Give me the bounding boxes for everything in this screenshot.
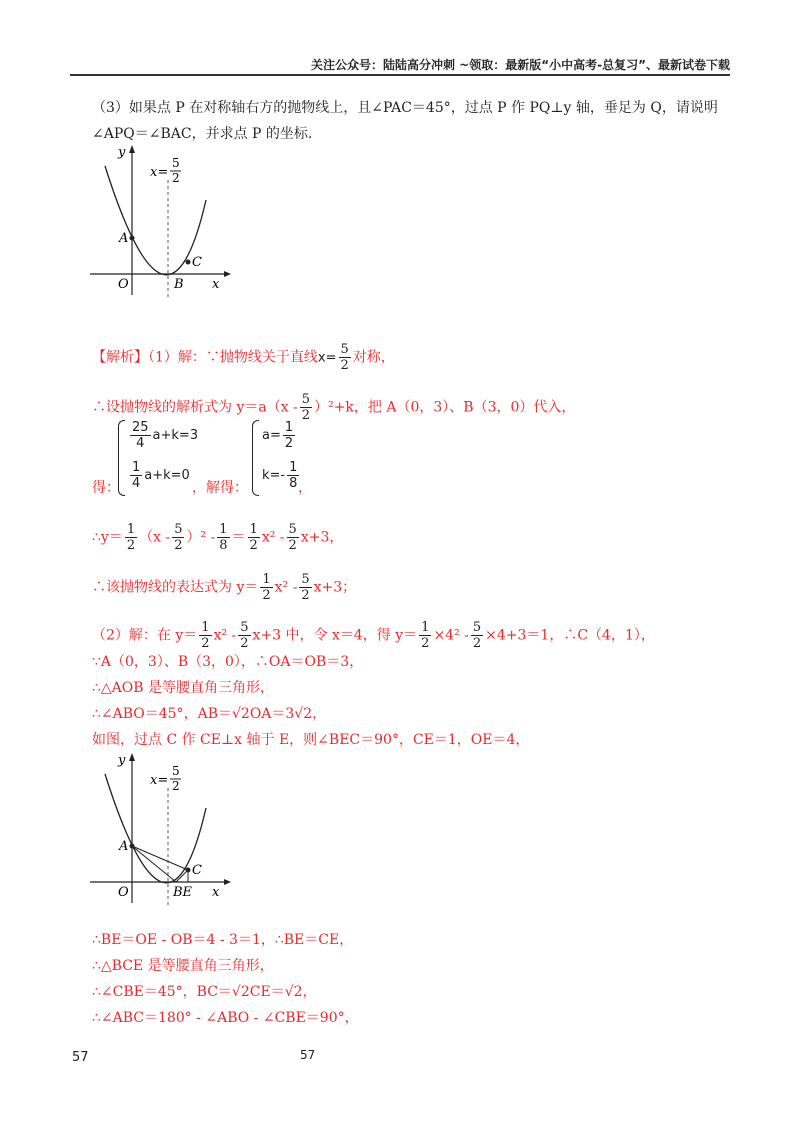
segment-ac	[132, 846, 188, 870]
symmetry-num: 5	[172, 764, 180, 778]
origin-label: O	[118, 885, 129, 900]
symmetry-label: x=	[150, 773, 169, 788]
system-1-brace	[118, 420, 125, 496]
axis-label-y: y	[118, 753, 126, 768]
figure-2	[88, 748, 248, 908]
solution-line-1	[92, 342, 395, 373]
fraction-5-2: $\frac{5}{2}$	[301, 392, 311, 423]
system-2-brace	[252, 420, 259, 496]
point-be-label: BE	[173, 885, 193, 900]
point-c-dot	[186, 260, 191, 265]
y-axis-arrow	[129, 753, 135, 761]
problem-line-1: （3）如果点 P 在对称轴右方的抛物线上，且∠PAC＝45°，过点 P 作 PQ⊥y 轴，垂足为 Q，请说明	[92, 100, 718, 116]
axis-label-x: x	[212, 277, 220, 292]
system-1-eq-1: $\frac{25}{4}$ a+k=3	[132, 420, 199, 451]
solution-line-10: 如图，过点 C 作 CE⊥x 轴于 E，则∠BEC＝90°，CE＝1，OE＝4，	[92, 732, 530, 748]
solution-line-5: ∴该抛物线的表达式为 y＝ $\frac{1}{2}$ x² - $\frac{5}{2}$ x+3；	[92, 572, 357, 603]
origin-label: O	[118, 277, 129, 292]
solution-l3-get: 得：	[92, 480, 120, 496]
solution-line-8: ∴△AOB 是等腰直角三角形，	[92, 680, 274, 696]
x-axis-arrow	[224, 879, 231, 885]
point-a-dot	[130, 236, 135, 241]
point-c-label: C	[192, 863, 202, 878]
axis-label-x: x	[212, 885, 220, 900]
solution-line-7: ∵A（0，3）、B（3，0），∴OA＝OB＝3，	[92, 654, 364, 670]
parabola-curve	[105, 774, 206, 883]
page-header: 关注公众号：陆陆高分冲刺 ~领取：最新版“小中高考-总复习”、最新试卷下载	[311, 58, 730, 72]
system-1-eq-2: $\frac{1}{4}$ a+k=0	[132, 460, 190, 491]
solution-l1-prefix: 【解析】（1）解：∵抛物线关于直线	[92, 349, 318, 366]
symmetry-num: 5	[172, 156, 180, 170]
solution-line-11: ∴BE＝OE - OB＝4 - 3＝1，∴BE＝CE，	[92, 932, 354, 948]
point-a-dot	[130, 844, 135, 849]
solution-line-12: ∴△BCE 是等腰直角三角形，	[92, 958, 274, 974]
solution-line-13: ∴∠CBE＝45°，BC＝√2CE＝√2，	[92, 984, 317, 1000]
header-rule	[70, 74, 730, 76]
page-number-left: 57	[72, 1050, 89, 1065]
solution-l3-tail: ，	[298, 480, 312, 496]
symmetry-label: x=	[150, 165, 169, 180]
y-axis-arrow	[129, 145, 135, 153]
page-number-center: 57	[300, 1048, 316, 1062]
solution-line-2: ∴设抛物线的解析式为 y＝a（x - $\frac{5}{2}$ ）²+k，把 A（0，3）、B（3，0）代入，	[92, 392, 576, 423]
solution-line-6: （2）解：在 y＝ $\frac{1}{2}$ x² - $\frac{5}{2}$ x+3 中，令 x＝4，得 y＝ $\frac{1}{2}$ ×4² - $\frac{5}{2}$ ×4+3＝1，∴C（4，1），	[92, 620, 655, 651]
point-a-label: A	[119, 231, 129, 246]
system-2-eq-2: k=- $\frac{1}{8}$	[262, 460, 298, 491]
point-a-label: A	[119, 839, 129, 854]
point-b-label: B	[174, 277, 184, 292]
point-c-dot	[186, 868, 191, 873]
solution-l3-solve: ，解得：	[192, 480, 248, 496]
problem-line-2: ∠APQ＝∠BAC，并求点 P 的坐标.	[92, 126, 313, 142]
solution-line-14: ∴∠ABC＝180° - ∠ABO - ∠CBE＝90°，	[92, 1010, 359, 1026]
system-2-eq-1: a= $\frac{1}{2}$	[262, 420, 294, 451]
fraction-5-2: $\frac{5}{2}$	[340, 342, 349, 373]
point-c-label: C	[192, 255, 202, 270]
x-axis-arrow	[224, 271, 231, 277]
axis-label-y: y	[118, 145, 126, 160]
solution-line-4: ∴y＝ $\frac{1}{2}$ （x - $\frac{5}{2}$ ）² - $\frac{1}{8}$ ＝ $\frac{1}{2}$ x² - $\frac{5}{2}$ x+3，	[92, 522, 344, 553]
symmetry-den: 2	[172, 779, 180, 793]
figure-1	[88, 140, 248, 300]
solution-l1-x: x=	[317, 350, 337, 366]
parabola-curve	[105, 166, 206, 275]
symmetry-den: 2	[172, 171, 180, 185]
segment-bc	[176, 870, 188, 882]
solution-line-9: ∴∠ABO＝45°，AB＝√2OA＝3√2，	[92, 706, 327, 722]
solution-l1-suffix: 对称，	[352, 349, 395, 366]
